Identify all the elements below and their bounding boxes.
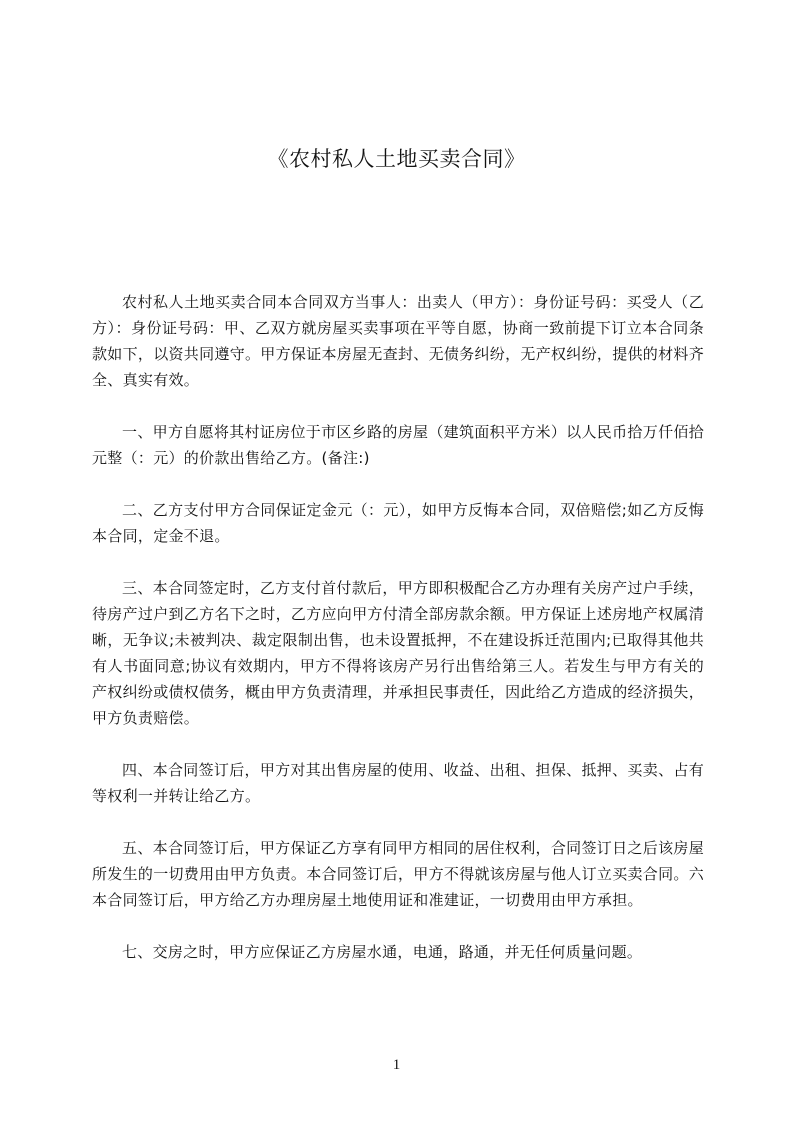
paragraph-clause-1: 一、甲方自愿将其村证房位于市区乡路的房屋（建筑面积平方米）以人民币拾万仟佰拾元整（：元）的价款出售给乙方。(备注:): [92, 423, 704, 467]
paragraph-clause-3: 三、本合同签定时，乙方支付首付款后，甲方即积极配合乙方办理有关房产过户手续，待房产过户到乙方名下之时，乙方应向甲方付清全部房款余额。甲方保证上述房地产权属清晰，无争议;未被判决、裁定限制出售，也未设置抵押，不在建设拆迁范围内;已取得其他共有人书面同意;协议有效期内，甲方不得将该房产另行出售给第三人。若发生与甲方有关的产权纠纷或债权债务，概由甲方负责清理，并承担民事责任，因此给乙方造成的经济损失，甲方负责赔偿。: [92, 579, 705, 727]
paragraph-spacer: [92, 393, 704, 419]
page-number: 1: [392, 1057, 401, 1073]
paragraph-spacer: [92, 913, 704, 939]
paragraph-clause-4: 四、本合同签订后，甲方对其出售房屋的使用、收益、出租、担保、抵押、买卖、占有等权利一并转让给乙方。: [92, 761, 704, 805]
document-body: [92, 289, 704, 965]
paragraph-spacer: [92, 549, 704, 575]
document-title: 《农村私人土地买卖合同》: [267, 147, 526, 171]
paragraph-clause-2: 二、乙方支付甲方合同保证定金元（：元），如甲方反悔本合同，双倍赔偿;如乙方反悔本合同，定金不退。: [92, 501, 704, 545]
paragraph-spacer: [92, 471, 704, 497]
paragraph-intro: 农村私人土地买卖合同本合同双方当事人：出卖人（甲方）：身份证号码：买受人（乙方）：身份证号码：甲、乙双方就房屋买卖事项在平等自愿，协商一致前提下订立本合同条款如下，以资共同遵守。甲方保证本房屋无查封、无债务纠纷，无产权纠纷，提供的材料齐全、真实有效。: [92, 293, 705, 389]
paragraph-clause-5: 五、本合同签订后，甲方保证乙方享有同甲方相同的居住权利，合同签订日之后该房屋所发生的一切费用由甲方负责。本合同签订后，甲方不得就该房屋与他人订立买卖合同。六本合同签订后，甲方给乙方办理房屋土地使用证和准建证，一切费用由甲方承担。: [92, 839, 705, 909]
paragraph-spacer: [92, 809, 704, 835]
paragraph-spacer: [92, 731, 704, 757]
paragraph-clause-7: 七、交房之时，甲方应保证乙方房屋水通，电通，路通，并无任何质量问题。: [122, 943, 643, 961]
